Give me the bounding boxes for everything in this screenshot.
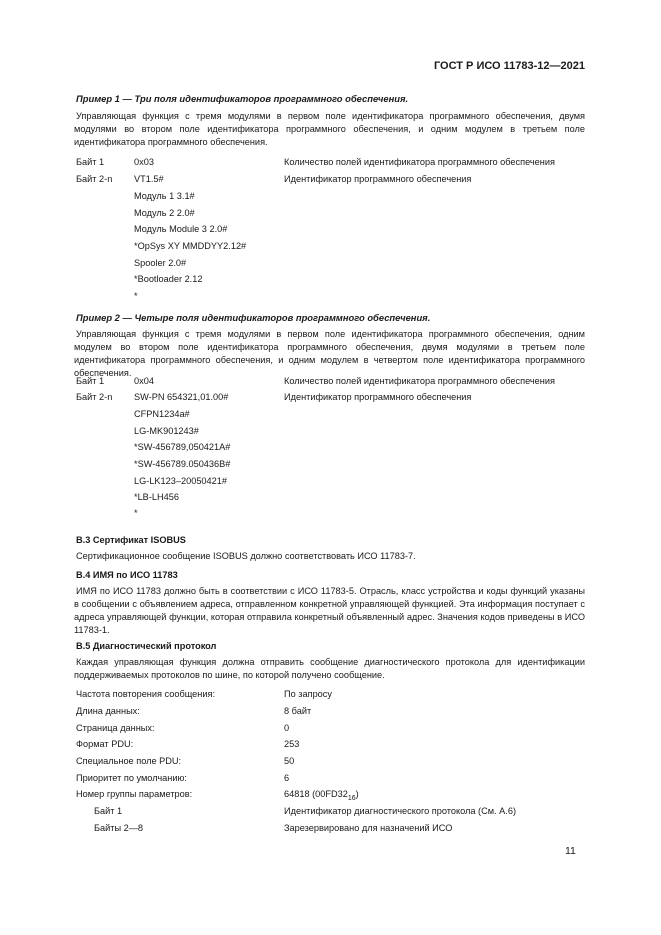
- example-2-row-byte: Байт 1: [76, 376, 105, 386]
- example-1-row-value: 0x03: [134, 157, 154, 167]
- example-1-module: *: [134, 291, 138, 301]
- param-value: 50: [284, 756, 295, 766]
- example-2-module: LG-MK901243#: [134, 426, 199, 436]
- example-1-module: Модуль 1 3.1#: [134, 191, 195, 201]
- example-2-row-value: SW-PN 654321,01.00#: [134, 392, 229, 402]
- param-value: 8 байт: [284, 706, 312, 716]
- example-1-row-byte: Байт 1: [76, 157, 105, 167]
- example-2-title: Пример 2 — Четыре поля идентификаторов программного обеспечения.: [76, 312, 431, 323]
- section-b4-heading: В.4 ИМЯ по ИСО 11783: [76, 570, 178, 580]
- page-number: 11: [565, 845, 576, 857]
- param-value: 6: [284, 773, 290, 783]
- example-2-row-value: 0x04: [134, 376, 154, 386]
- param-label: Страница данных:: [76, 723, 155, 733]
- param-value: 0: [284, 723, 290, 733]
- example-2-module: *LB-LH456: [134, 492, 179, 502]
- section-b5-heading: В.5 Диагностический протокол: [76, 641, 217, 651]
- example-2-module: *: [134, 508, 138, 518]
- param-label: Частота повторения сообщения:: [76, 689, 216, 699]
- pgn-value: 64818 $(00FD32_{16})$: [284, 789, 359, 802]
- example-1-module: Spooler 2.0#: [134, 258, 187, 268]
- document-id: ГОСТ Р ИСО 11783-12—2021: [433, 60, 585, 72]
- byte-value: Зарезервировано для назначений ИСО: [284, 823, 453, 833]
- example-1-text: Управляющая функция с тремя модулями в первом поле идентификатора программного обеспечения, двумя модулями во втором поле идентификатора программного обеспечения, и одним модулем в третьем поле идентификатора программного обеспечения.: [74, 111, 585, 147]
- param-value: 253: [284, 739, 300, 749]
- example-1-row-value: VT1.5#: [134, 174, 164, 184]
- example-2-row-desc: Количество полей идентификатора программного обеспечения: [284, 376, 555, 386]
- param-label: Длина данных:: [76, 706, 140, 716]
- example-2-text: Управляющая функция с тремя модулями в первом поле идентификатора программного обеспечения, одним модулем во втором поле идентификатора программного обеспечения, двумя модулями в третьем поле идентификатора программного обеспечения, и одним модулем в четвертом поле идентификатора программного обеспечения.: [74, 329, 585, 378]
- param-label: Приоритет по умолчанию:: [76, 773, 187, 783]
- byte-label: Байт 1: [94, 806, 123, 816]
- section-b3-text: Сертификационное сообщение ISOBUS должно соответствовать ИСО 11783-7.: [76, 551, 416, 561]
- section-b3-heading: В.3 Сертификат ISOBUS: [76, 535, 186, 545]
- example-1-module: *OpSys XY MMDDYY2.12#: [134, 241, 247, 251]
- example-2-module: LG-LK123–20050421#: [134, 476, 227, 486]
- param-value: По запросу: [284, 689, 332, 699]
- example-1-module: *Bootloader 2.12: [134, 274, 203, 284]
- example-1-module: Модуль Module 3 2.0#: [134, 224, 228, 234]
- param-label: Формат PDU:: [76, 739, 134, 749]
- byte-label: Байты 2—8: [94, 823, 144, 833]
- example-1-row-desc: Количество полей идентификатора программного обеспечения: [284, 157, 555, 167]
- example-1-module: Модуль 2 2.0#: [134, 208, 195, 218]
- section-b4-text: ИМЯ по ИСО 11783 должно быть в соответствии с ИСО 11783-5. Отрасль, класс устройства и коды функций указаны в сообщении с объявлением адреса, отправленном конкретной управляющей функцией. Эта информация поступает с адреса управляющей функции, которая отправила конкретный объявленный адрес. Значения кодов приведены в ИСО 11783-1.: [74, 586, 585, 635]
- example-1-row-byte: Байт 2-n: [76, 174, 113, 184]
- example-2-row-desc: Идентификатор программного обеспечения: [284, 392, 472, 402]
- example-1-title: Пример 1 — Три поля идентификаторов программного обеспечения.: [76, 93, 409, 104]
- example-2-module: *SW-456789,050421A#: [134, 442, 231, 452]
- param-label: Специальное поле PDU:: [76, 756, 182, 766]
- example-2-module: CFPN1234a#: [134, 409, 190, 419]
- example-1-row-desc: Идентификатор программного обеспечения: [284, 174, 472, 184]
- example-2-row-byte: Байт 2-n: [76, 392, 113, 402]
- example-2-module: *SW-456789.050436B#: [134, 459, 231, 469]
- pgn-label: Номер группы параметров:: [76, 789, 193, 799]
- byte-value: Идентификатор диагностического протокола (См. А.6): [284, 806, 517, 816]
- section-b5-text: Каждая управляющая функция должна отправить сообщение диагностического протокола для идентификации поддерживаемых протоколов по шине, по которой получено сообщение.: [74, 657, 585, 680]
